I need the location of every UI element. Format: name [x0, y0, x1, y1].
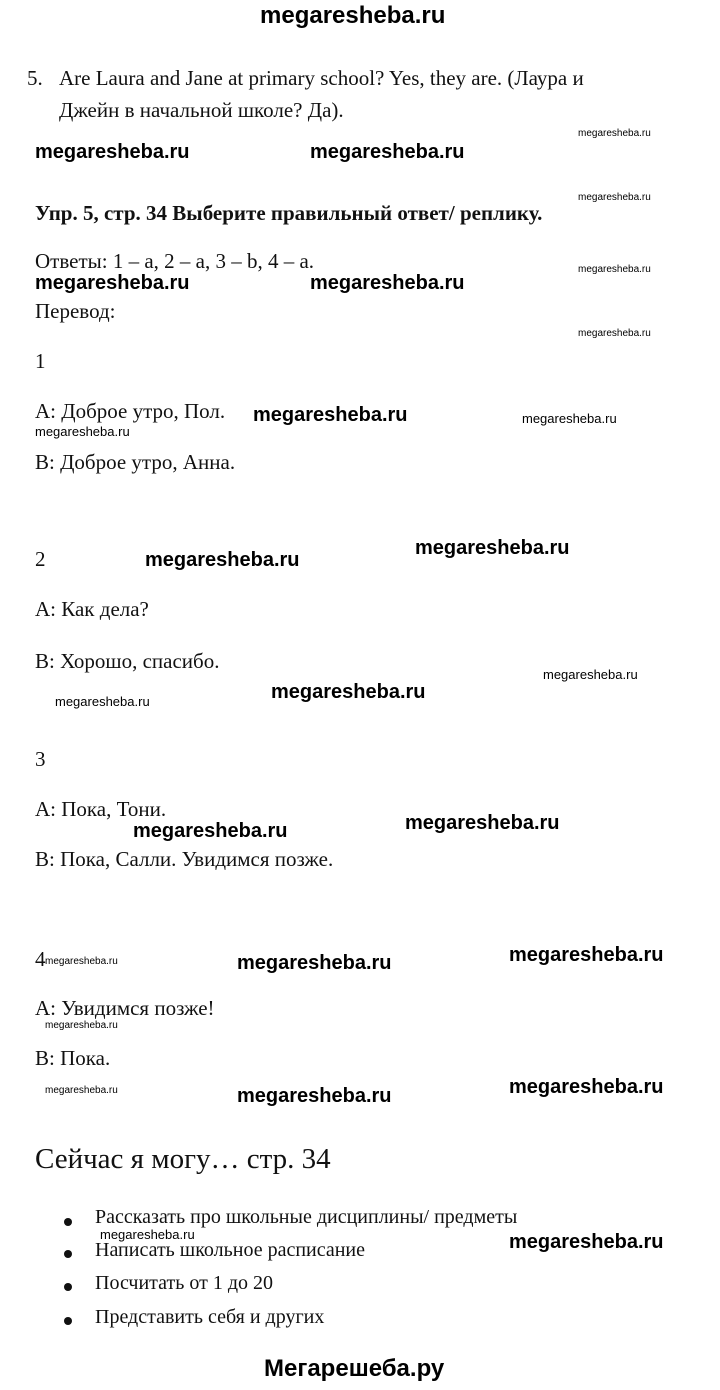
- watermark-tiny: megaresheba.ru: [578, 128, 651, 139]
- watermark-small: megaresheba.ru: [100, 1227, 195, 1242]
- watermark-tiny: megaresheba.ru: [45, 1085, 118, 1096]
- bullet-icon: [64, 1283, 72, 1291]
- watermark-bold: megaresheba.ru: [133, 820, 288, 842]
- watermark-bold: megaresheba.ru: [271, 681, 426, 703]
- can-do-title: Сейчас я могу… стр. 34: [35, 1143, 331, 1175]
- watermark-bold: megaresheba.ru: [145, 549, 300, 571]
- dialogue-2-number: 2: [35, 547, 46, 571]
- dialogue-2-line-b: В: Хорошо, спасибо.: [35, 649, 220, 673]
- top-watermark: megaresheba.ru: [260, 2, 446, 29]
- dialogue-4-number: 4: [35, 947, 46, 971]
- watermark-bold: megaresheba.ru: [35, 272, 190, 294]
- watermark-small: megaresheba.ru: [55, 694, 150, 709]
- answers-line: Ответы: 1 – a, 2 – a, 3 – b, 4 – a.: [35, 249, 315, 273]
- bullet-icon: [64, 1250, 72, 1258]
- watermark-bold: megaresheba.ru: [237, 1085, 392, 1107]
- bottom-watermark: Мегарешеба.ру: [264, 1355, 445, 1382]
- dialogue-3-number: 3: [35, 747, 46, 771]
- watermark-bold: megaresheba.ru: [415, 537, 570, 559]
- bullet-icon: [64, 1317, 72, 1325]
- can-do-item-3: Посчитать от 1 до 20: [95, 1272, 274, 1294]
- dialogue-4-line-b: В: Пока.: [35, 1046, 111, 1070]
- watermark-tiny: megaresheba.ru: [45, 1020, 118, 1031]
- watermark-tiny: megaresheba.ru: [578, 328, 651, 339]
- watermark-tiny: megaresheba.ru: [578, 192, 651, 203]
- watermark-bold: megaresheba.ru: [310, 272, 465, 294]
- watermark-bold: megaresheba.ru: [310, 141, 465, 163]
- watermark-bold: megaresheba.ru: [509, 944, 664, 966]
- item-5-line-2: Джейн в начальной школе? Да).: [59, 98, 344, 122]
- bullet-icon: [64, 1218, 72, 1226]
- watermark-bold: megaresheba.ru: [35, 141, 190, 163]
- watermark-bold: megaresheba.ru: [237, 952, 392, 974]
- watermark-small: megaresheba.ru: [35, 424, 130, 439]
- dialogue-1-line-a: А: Доброе утро, Пол.: [35, 399, 226, 423]
- dialogue-3-line-b: В: Пока, Салли. Увидимся позже.: [35, 847, 334, 871]
- dialogue-4-line-a: А: Увидимся позже!: [35, 996, 215, 1020]
- item-5-number: 5.: [27, 66, 43, 90]
- can-do-item-2: Написать школьное расписание: [95, 1239, 366, 1261]
- dialogue-1-line-b: В: Доброе утро, Анна.: [35, 450, 236, 474]
- exercise-heading: Упр. 5, стр. 34 Выберите правильный ответ/ реплику.: [35, 201, 543, 225]
- dialogue-1-number: 1: [35, 349, 46, 373]
- watermark-bold: megaresheba.ru: [253, 404, 408, 426]
- watermark-bold: megaresheba.ru: [509, 1076, 664, 1098]
- watermark-small: megaresheba.ru: [522, 411, 617, 426]
- watermark-tiny: megaresheba.ru: [578, 264, 651, 275]
- translation-label: Перевод:: [35, 299, 116, 323]
- item-5-line-1: Are Laura and Jane at primary school? Yes, they are. (Лаура и: [59, 66, 584, 90]
- watermark-tiny: megaresheba.ru: [45, 956, 118, 967]
- dialogue-2-line-a: А: Как дела?: [35, 597, 149, 621]
- watermark-small: megaresheba.ru: [543, 667, 638, 682]
- dialogue-3-line-a: А: Пока, Тони.: [35, 797, 167, 821]
- can-do-item-1: Рассказать про школьные дисциплины/ предметы: [95, 1206, 518, 1228]
- can-do-item-4: Представить себя и других: [95, 1306, 325, 1328]
- watermark-bold: megaresheba.ru: [509, 1231, 664, 1253]
- watermark-bold: megaresheba.ru: [405, 812, 560, 834]
